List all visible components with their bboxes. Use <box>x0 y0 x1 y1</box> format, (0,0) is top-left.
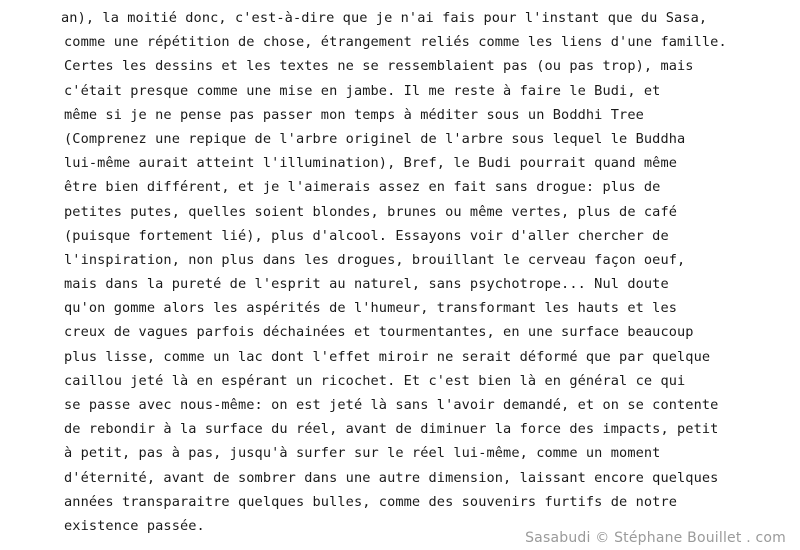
text-line: mais dans la pureté de l'esprit au naturel, sans psychotrope... Nul doute <box>64 276 669 293</box>
text-line: Certes les dessins et les textes ne se ressemblaient pas (ou pas trop), mais <box>64 58 694 75</box>
text-line: (Comprenez une repique de l'arbre originel de l'arbre sous lequel le Buddha <box>64 130 686 147</box>
typed-text-body <box>61 6 784 538</box>
text-line: années transparaitre quelques bulles, comme des souvenirs furtifs de notre <box>64 493 678 510</box>
text-line: existence passée. <box>64 517 205 534</box>
text-line: l'inspiration, non plus dans les drogues, brouillant le cerveau façon oeuf, <box>64 251 686 268</box>
text-line: comme une répétition de chose, étrangement reliés comme les liens d'une famille. <box>64 34 727 51</box>
text-line: an), la moitié donc, c'est-à-dire que je n'ai fais pour l'instant que du Sasa, <box>61 10 708 26</box>
text-line: être bien différent, et je l'aimerais assez en fait sans drogue: plus de <box>64 179 661 196</box>
text-line: même si je ne pense pas passer mon temps à méditer sous un Boddhi Tree <box>64 106 644 123</box>
text-line: (puisque fortement lié), plus d'alcool. Essayons voir d'aller chercher de <box>64 227 669 244</box>
text-line: à petit, pas à pas, jusqu'à surfer sur le réel lui-même, comme un moment <box>64 445 661 462</box>
text-line: plus lisse, comme un lac dont l'effet miroir ne serait déformé que par quelque <box>64 348 711 365</box>
text-line: se passe avec nous-même: on est jeté là sans l'avoir demandé, et on se contente <box>64 397 719 413</box>
text-line: creux de vagues parfois déchainées et tourmentantes, en une surface beaucoup <box>64 324 694 341</box>
text-line: caillou jeté là en espérant un ricochet. Et c'est bien là en général ce qui <box>64 372 686 389</box>
text-line: de rebondir à la surface du réel, avant de diminuer la force des impacts, petit <box>64 421 719 438</box>
text-line: c'était presque comme une mise en jambe. Il me reste à faire le Budi, et <box>64 82 661 99</box>
copyright-watermark: Sasabudi © Stéphane Bouillet . com <box>525 530 786 546</box>
text-line: petites putes, quelles soient blondes, brunes ou même vertes, plus de café <box>64 203 678 220</box>
text-line: d'éternité, avant de sombrer dans une autre dimension, laissant encore quelques <box>64 469 719 486</box>
text-line: lui-même aurait atteint l'illumination), Bref, le Budi pourrait quand même <box>64 155 678 172</box>
text-line: qu'on gomme alors les aspérités de l'humeur, transformant les hauts et les <box>64 300 678 317</box>
